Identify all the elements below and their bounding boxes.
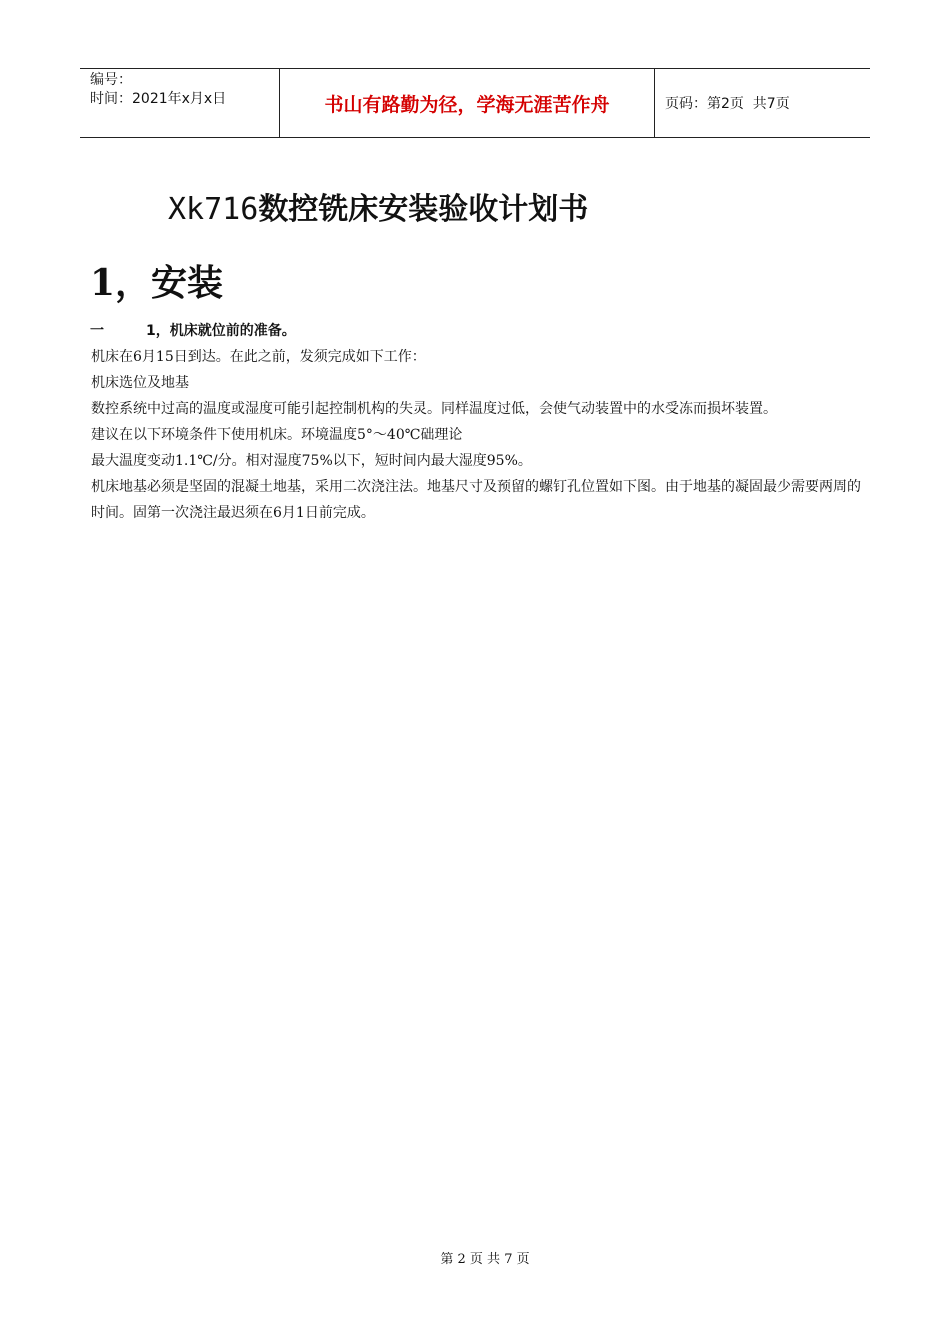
section-heading: 1，安装: [90, 262, 224, 304]
header-motto: 书山有路勤为径，学海无涯苦作舟: [280, 69, 655, 137]
header-page-info: 页码：第2页 共7页: [665, 96, 790, 112]
page-footer: 第 2 页 共 7 页: [440, 1252, 530, 1267]
paragraph: 数控系统中过高的温度或湿度可能引起控制机构的失灵。同样温度过低，会使气动装置中的水受冻而损坏装置。: [91, 401, 777, 417]
header-meta: [80, 69, 280, 137]
paragraph: 机床选位及地基: [91, 375, 189, 391]
title-code: Xk716: [168, 192, 259, 227]
subsection-marker: 一: [90, 323, 104, 339]
title-text: 数控铣床安装验收计划书: [258, 192, 589, 227]
body-text: [91, 344, 863, 526]
subsection-heading: [90, 320, 296, 340]
paragraph: 机床地基必须是坚固的混凝土地基，采用二次浇注法。地基尺寸及预留的螺钉孔位置如下图。由于地基的凝固最少需要两周的时间。固第一次浇注最迟须在6月1日前完成。: [91, 479, 861, 521]
subsection-title: 1，机床就位前的准备。: [146, 323, 296, 339]
paragraph: 最大温度变动1.1℃/分。相对湿度75%以下，短时间内最大湿度95%。: [91, 453, 532, 469]
date-label: 时间：2021年x月x日: [90, 91, 227, 107]
paragraph: 建议在以下环境条件下使用机床。环境温度5°～40℃础理论: [91, 427, 463, 443]
number-label: 编号：: [90, 72, 132, 88]
document-title: [168, 184, 868, 228]
paragraph: 机床在6月15日到达。在此之前，发须完成如下工作：: [91, 349, 426, 365]
page-header: [80, 68, 870, 138]
